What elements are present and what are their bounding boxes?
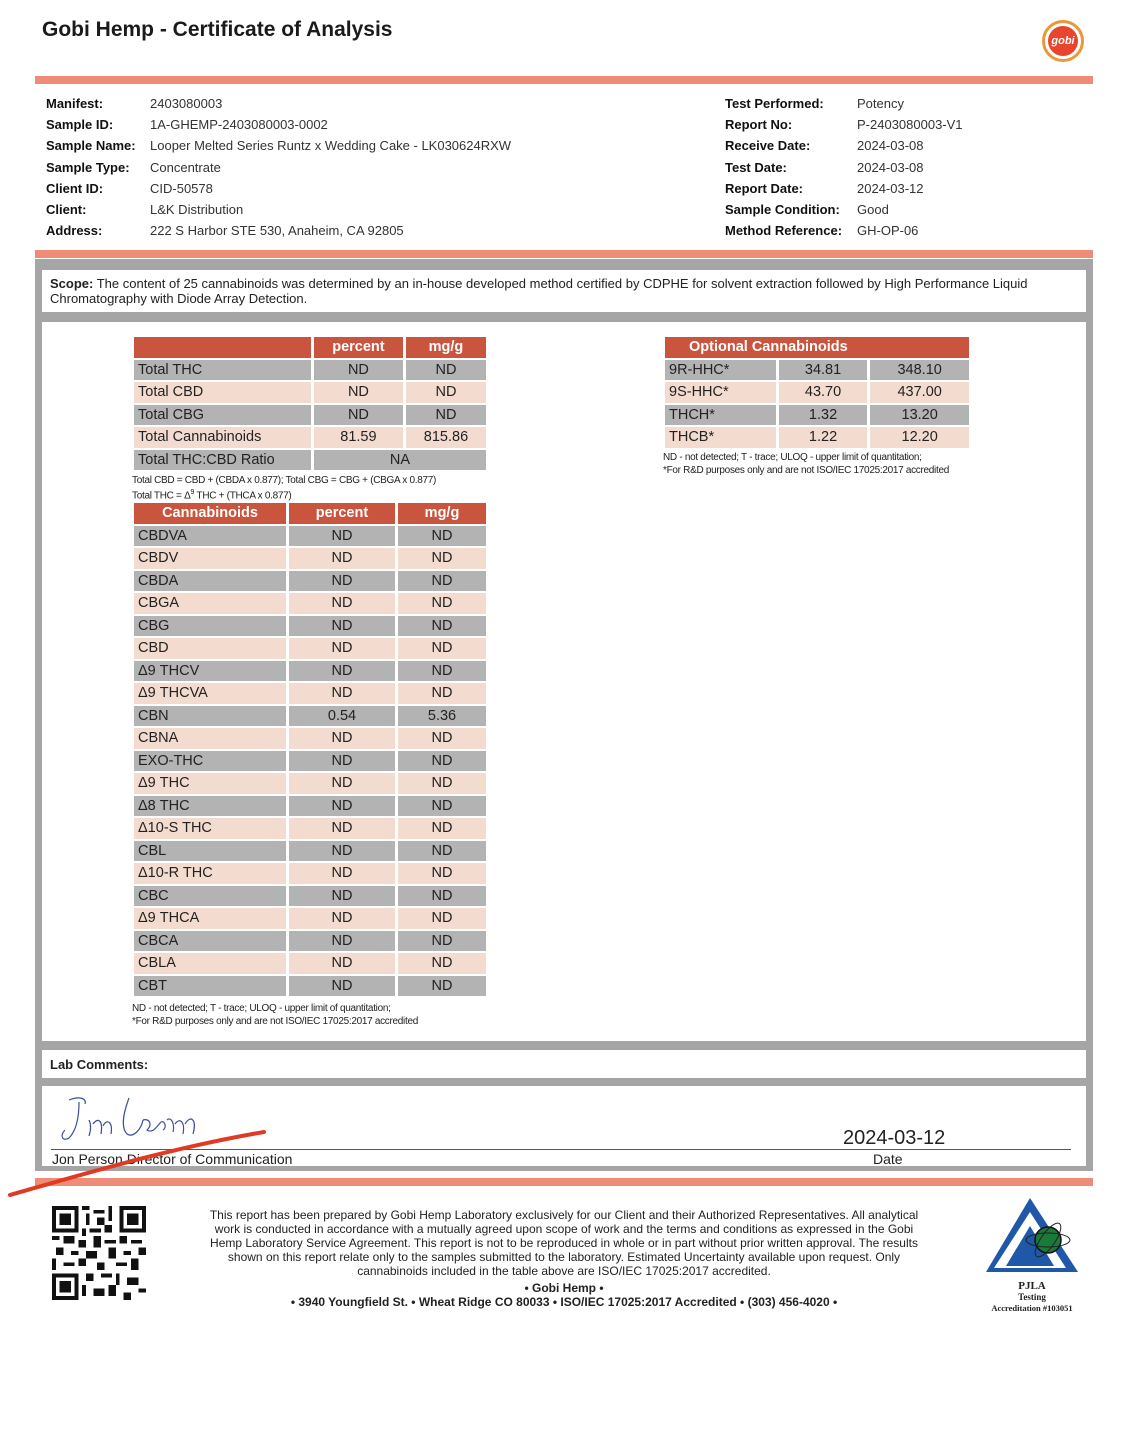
cannabinoids-note-2: *For R&D purposes only and are not ISO/IEC 17025:2017 accredited xyxy=(132,1016,418,1027)
info-value: 222 S Harbor STE 530, Anaheim, CA 92805 xyxy=(150,223,404,239)
info-row xyxy=(725,117,1085,135)
cannabinoid-percent-cell: ND xyxy=(289,976,395,997)
cannabinoid-percent-cell: ND xyxy=(289,773,395,794)
results-box xyxy=(42,322,1086,1041)
cannabinoid-percent-cell: 0.54 xyxy=(289,706,395,727)
info-value: 2024-03-12 xyxy=(857,180,924,196)
cannabinoid-name-cell: Δ9 THCV xyxy=(134,661,286,682)
lab-comments-label: Lab Comments: xyxy=(50,1057,149,1072)
cannabinoid-percent-cell: ND xyxy=(289,931,395,952)
cannabinoid-name-cell: Δ8 THC xyxy=(134,796,286,817)
scope-box xyxy=(42,270,1086,312)
cannabinoid-mgg-cell: ND xyxy=(398,593,486,614)
cannabinoid-mgg-cell: ND xyxy=(398,616,486,637)
table-row xyxy=(665,382,969,403)
table-row xyxy=(134,706,486,727)
table-row xyxy=(134,976,486,997)
pjla-logo xyxy=(982,1196,1082,1316)
info-label: Method Reference: xyxy=(725,223,843,239)
info-label: Client ID: xyxy=(46,180,104,196)
table-row xyxy=(134,548,486,569)
ratio-value: NA xyxy=(314,450,486,471)
info-row xyxy=(46,117,646,135)
optional-header: Optional Cannabinoids xyxy=(665,337,969,358)
gobi-logo xyxy=(1042,20,1084,62)
cannabinoid-name-cell: CBN xyxy=(134,706,286,727)
header-rule xyxy=(35,76,1093,84)
info-value: GH-OP-06 xyxy=(857,223,919,239)
table-row xyxy=(134,931,486,952)
info-label: Address: xyxy=(46,223,103,239)
pen-annotation xyxy=(0,1120,280,1210)
table-row xyxy=(134,773,486,794)
cannabinoid-name-cell: CBDA xyxy=(134,571,286,592)
cannabinoid-percent-cell: ND xyxy=(289,796,395,817)
sample-info-left xyxy=(46,96,646,246)
cannabinoid-name-cell: CBD xyxy=(134,638,286,659)
table-row xyxy=(134,908,486,929)
cannabinoid-percent-cell: ND xyxy=(289,683,395,704)
info-value: 1A-GHEMP-2403080003-0002 xyxy=(150,117,328,133)
scope-description: The content of 25 cannabinoids was determined by an in-house developed method certified by CDPHE for solvent extraction followed by High Performance Liquid Chromatography with Diode Array Detection. xyxy=(50,276,1028,306)
summary-header-percent: percent xyxy=(314,337,403,358)
summary-table xyxy=(131,335,489,472)
cannabinoid-name-cell: CBDV xyxy=(134,548,286,569)
sample-info-right xyxy=(725,96,1085,246)
table-row xyxy=(134,886,486,907)
cannabinoid-mgg-cell: ND xyxy=(398,548,486,569)
summary-mgg-cell: ND xyxy=(406,382,486,403)
cannabinoid-name-cell: CBLA xyxy=(134,953,286,974)
ratio-row xyxy=(134,450,486,471)
optional-note-1: ND - not detected; T - trace; ULOQ - upper limit of quantitation; xyxy=(663,452,922,463)
info-row xyxy=(725,223,1085,241)
optional-name-cell: THCB* xyxy=(665,427,776,448)
table-row xyxy=(134,526,486,547)
table-row xyxy=(134,405,486,426)
cannabinoid-mgg-cell: ND xyxy=(398,976,486,997)
info-label: Test Date: xyxy=(725,159,787,175)
cannabinoids-header-name: Cannabinoids xyxy=(134,503,286,524)
table-row xyxy=(134,953,486,974)
summary-header-blank xyxy=(134,337,311,358)
info-row xyxy=(725,202,1085,220)
table-row xyxy=(134,751,486,772)
footer-disclaimer: This report has been prepared by Gobi Hemp Laboratory exclusively for our Client and their Authorized Representatives. All analytical work is conducted in accordance with a mutually agreed upon scope of work and the terms and conditions as expressed in the Gobi Hemp Laboratory Service Agreement. This report is not to be reproduced in whole or in part without prior written approval. The results shown on this report relate only to the samples submitted to the laboratory. Estimated Uncertainty available upon request. Only cannabinoids included in the table above are ISO/IEC 17025:2017 accredited. xyxy=(209,1208,919,1278)
cannabinoid-name-cell: CBG xyxy=(134,616,286,637)
cannabinoid-percent-cell: ND xyxy=(289,841,395,862)
optional-percent-cell: 43.70 xyxy=(779,382,868,403)
info-label: Sample Name: xyxy=(46,138,136,154)
logo-text: gobi xyxy=(1048,26,1078,56)
info-value: P-2403080003-V1 xyxy=(857,117,963,133)
pjla-sub: Testing xyxy=(1018,1292,1046,1302)
summary-percent-cell: ND xyxy=(314,405,403,426)
optional-name-cell: 9R-HHC* xyxy=(665,360,776,381)
cannabinoid-mgg-cell: ND xyxy=(398,526,486,547)
cannabinoid-name-cell: CBNA xyxy=(134,728,286,749)
summary-mgg-cell: ND xyxy=(406,405,486,426)
info-label: Test Performed: xyxy=(725,96,824,111)
table-row xyxy=(134,616,486,637)
table-row xyxy=(134,661,486,682)
table-row xyxy=(134,638,486,659)
info-label: Manifest: xyxy=(46,96,104,111)
summary-header-mgg: mg/g xyxy=(406,337,486,358)
info-value: CID-50578 xyxy=(150,180,213,196)
signer-name: Jon Person xyxy=(52,1151,123,1167)
cannabinoid-name-cell: Δ10-R THC xyxy=(134,863,286,884)
cannabinoid-percent-cell: ND xyxy=(289,526,395,547)
summary-percent-cell: ND xyxy=(314,360,403,381)
summary-mgg-cell: 815.86 xyxy=(406,427,486,448)
cannabinoid-name-cell: Δ9 THCVA xyxy=(134,683,286,704)
formula-2-sup: 9 xyxy=(190,489,195,496)
date-label: Date xyxy=(873,1151,903,1167)
cannabinoid-mgg-cell: ND xyxy=(398,931,486,952)
info-row xyxy=(725,160,1085,178)
cannabinoid-percent-cell: ND xyxy=(289,863,395,884)
info-row xyxy=(725,181,1085,199)
info-value: L&K Distribution xyxy=(150,202,244,217)
cannabinoids-header-mgg: mg/g xyxy=(398,503,486,524)
cannabinoids-header-percent: percent xyxy=(289,503,395,524)
cannabinoid-percent-cell: ND xyxy=(289,751,395,772)
formula-2-suffix: THC + (THCA x 0.877) xyxy=(194,490,292,502)
info-value: Looper Melted Series Runtz x Wedding Cake - LK030624RXW xyxy=(150,138,512,154)
optional-name-cell: 9S-HHC* xyxy=(665,382,776,403)
cannabinoid-name-cell: CBT xyxy=(134,976,286,997)
table-row xyxy=(134,728,486,749)
table-row xyxy=(134,593,486,614)
summary-percent-cell: 81.59 xyxy=(314,427,403,448)
scope-text xyxy=(50,276,1060,306)
table-row xyxy=(134,360,486,381)
cannabinoid-name-cell: EXO-THC xyxy=(134,751,286,772)
cannabinoid-name-cell: Δ9 THC xyxy=(134,773,286,794)
page-title: Gobi Hemp - Certificate of Analysis xyxy=(42,18,393,41)
optional-note-2: *For R&D purposes only and are not ISO/IEC 17025:2017 accredited xyxy=(663,465,949,476)
optional-table xyxy=(662,335,972,450)
cannabinoid-mgg-cell: ND xyxy=(398,661,486,682)
cannabinoid-mgg-cell: ND xyxy=(398,886,486,907)
info-label: Client: xyxy=(46,202,87,217)
optional-mgg-cell: 437.00 xyxy=(870,382,969,403)
info-value: Good xyxy=(857,202,889,217)
cannabinoid-name-cell: Δ10-S THC xyxy=(134,818,286,839)
summary-percent-cell: ND xyxy=(314,382,403,403)
cannabinoid-name-cell: CBC xyxy=(134,886,286,907)
table-row xyxy=(134,382,486,403)
cannabinoid-percent-cell: ND xyxy=(289,548,395,569)
info-row xyxy=(46,96,646,114)
info-rule xyxy=(35,250,1093,258)
summary-name-cell: Total CBG xyxy=(134,405,311,426)
info-value: 2024-03-08 xyxy=(857,138,924,154)
table-row xyxy=(134,427,486,448)
summary-mgg-cell: ND xyxy=(406,360,486,381)
optional-mgg-cell: 13.20 xyxy=(870,405,969,426)
info-row xyxy=(46,202,646,220)
cannabinoid-mgg-cell: ND xyxy=(398,908,486,929)
info-label: Sample Condition: xyxy=(725,202,840,217)
ratio-label: Total THC:CBD Ratio xyxy=(134,450,311,471)
cannabinoid-mgg-cell: ND xyxy=(398,683,486,704)
optional-percent-cell: 1.32 xyxy=(779,405,868,426)
cannabinoid-percent-cell: ND xyxy=(289,728,395,749)
info-row xyxy=(46,223,646,241)
formula-note-2 xyxy=(132,486,291,502)
cannabinoid-mgg-cell: ND xyxy=(398,773,486,794)
info-row xyxy=(725,96,1085,114)
cannabinoid-percent-cell: ND xyxy=(289,638,395,659)
signature-date: 2024-03-12 xyxy=(843,1127,946,1149)
info-row xyxy=(46,138,646,156)
table-row xyxy=(134,571,486,592)
cannabinoid-name-cell: CBDVA xyxy=(134,526,286,547)
summary-name-cell: Total THC xyxy=(134,360,311,381)
cannabinoid-mgg-cell: ND xyxy=(398,818,486,839)
cannabinoid-mgg-cell: ND xyxy=(398,953,486,974)
cannabinoid-mgg-cell: ND xyxy=(398,841,486,862)
qr-code xyxy=(52,1206,146,1300)
info-row xyxy=(46,181,646,199)
cannabinoid-percent-cell: ND xyxy=(289,818,395,839)
cannabinoid-percent-cell: ND xyxy=(289,571,395,592)
info-label: Sample Type: xyxy=(46,159,130,175)
cannabinoid-mgg-cell: ND xyxy=(398,796,486,817)
cannabinoid-name-cell: CBGA xyxy=(134,593,286,614)
cannabinoid-name-cell: CBL xyxy=(134,841,286,862)
signer-title: Director of Communication xyxy=(126,1151,293,1167)
optional-mgg-cell: 348.10 xyxy=(870,360,969,381)
table-row xyxy=(134,796,486,817)
info-label: Report No: xyxy=(725,117,793,133)
cannabinoid-mgg-cell: ND xyxy=(398,751,486,772)
footer-company: • Gobi Hemp • xyxy=(524,1281,604,1295)
info-value: 2403080003 xyxy=(150,96,223,111)
cannabinoids-table xyxy=(131,501,489,998)
results-frame xyxy=(35,259,1093,1171)
optional-percent-cell: 1.22 xyxy=(779,427,868,448)
cannabinoid-percent-cell: ND xyxy=(289,616,395,637)
cannabinoid-percent-cell: ND xyxy=(289,953,395,974)
pjla-number: Accreditation #103051 xyxy=(991,1303,1073,1313)
cannabinoid-percent-cell: ND xyxy=(289,886,395,907)
info-label: Sample ID: xyxy=(46,117,114,133)
pjla-name: PJLA xyxy=(1018,1280,1046,1292)
table-row xyxy=(134,863,486,884)
optional-percent-cell: 34.81 xyxy=(779,360,868,381)
formula-2-prefix: Total THC = Δ xyxy=(132,490,191,502)
info-value: Concentrate xyxy=(150,159,221,175)
cannabinoid-mgg-cell: ND xyxy=(398,638,486,659)
footer-address: • 3940 Youngfield St. • Wheat Ridge CO 80033 • ISO/IEC 17025:2017 Accredited • (303) 456-4020 • xyxy=(290,1295,838,1309)
cannabinoid-percent-cell: ND xyxy=(289,661,395,682)
cannabinoid-name-cell: CBCA xyxy=(134,931,286,952)
optional-mgg-cell: 12.20 xyxy=(870,427,969,448)
table-row xyxy=(134,683,486,704)
cannabinoid-percent-cell: ND xyxy=(289,908,395,929)
cannabinoid-mgg-cell: ND xyxy=(398,863,486,884)
info-label: Report Date: xyxy=(725,180,804,196)
table-row xyxy=(665,360,969,381)
table-row xyxy=(665,405,969,426)
formula-note-1: Total CBD = CBD + (CBDA x 0.877); Total CBG = CBG + (CBGA x 0.877) xyxy=(132,475,437,486)
scope-label: Scope: xyxy=(50,276,94,291)
info-row xyxy=(46,160,646,178)
pjla-triangle-icon xyxy=(982,1196,1082,1276)
cannabinoid-mgg-cell: 5.36 xyxy=(398,706,486,727)
info-row xyxy=(725,138,1085,156)
cannabinoid-mgg-cell: ND xyxy=(398,728,486,749)
table-row xyxy=(134,841,486,862)
summary-name-cell: Total CBD xyxy=(134,382,311,403)
table-row xyxy=(134,818,486,839)
table-row xyxy=(665,427,969,448)
lab-comments-box xyxy=(42,1050,1086,1078)
summary-name-cell: Total Cannabinoids xyxy=(134,427,311,448)
info-label: Receive Date: xyxy=(725,138,811,154)
optional-name-cell: THCH* xyxy=(665,405,776,426)
info-value: 2024-03-08 xyxy=(857,159,924,175)
cannabinoid-name-cell: Δ9 THCA xyxy=(134,908,286,929)
cannabinoid-mgg-cell: ND xyxy=(398,571,486,592)
cannabinoid-percent-cell: ND xyxy=(289,593,395,614)
info-value: Potency xyxy=(857,96,904,111)
cannabinoids-note-1: ND - not detected; T - trace; ULOQ - upper limit of quantitation; xyxy=(132,1003,391,1014)
